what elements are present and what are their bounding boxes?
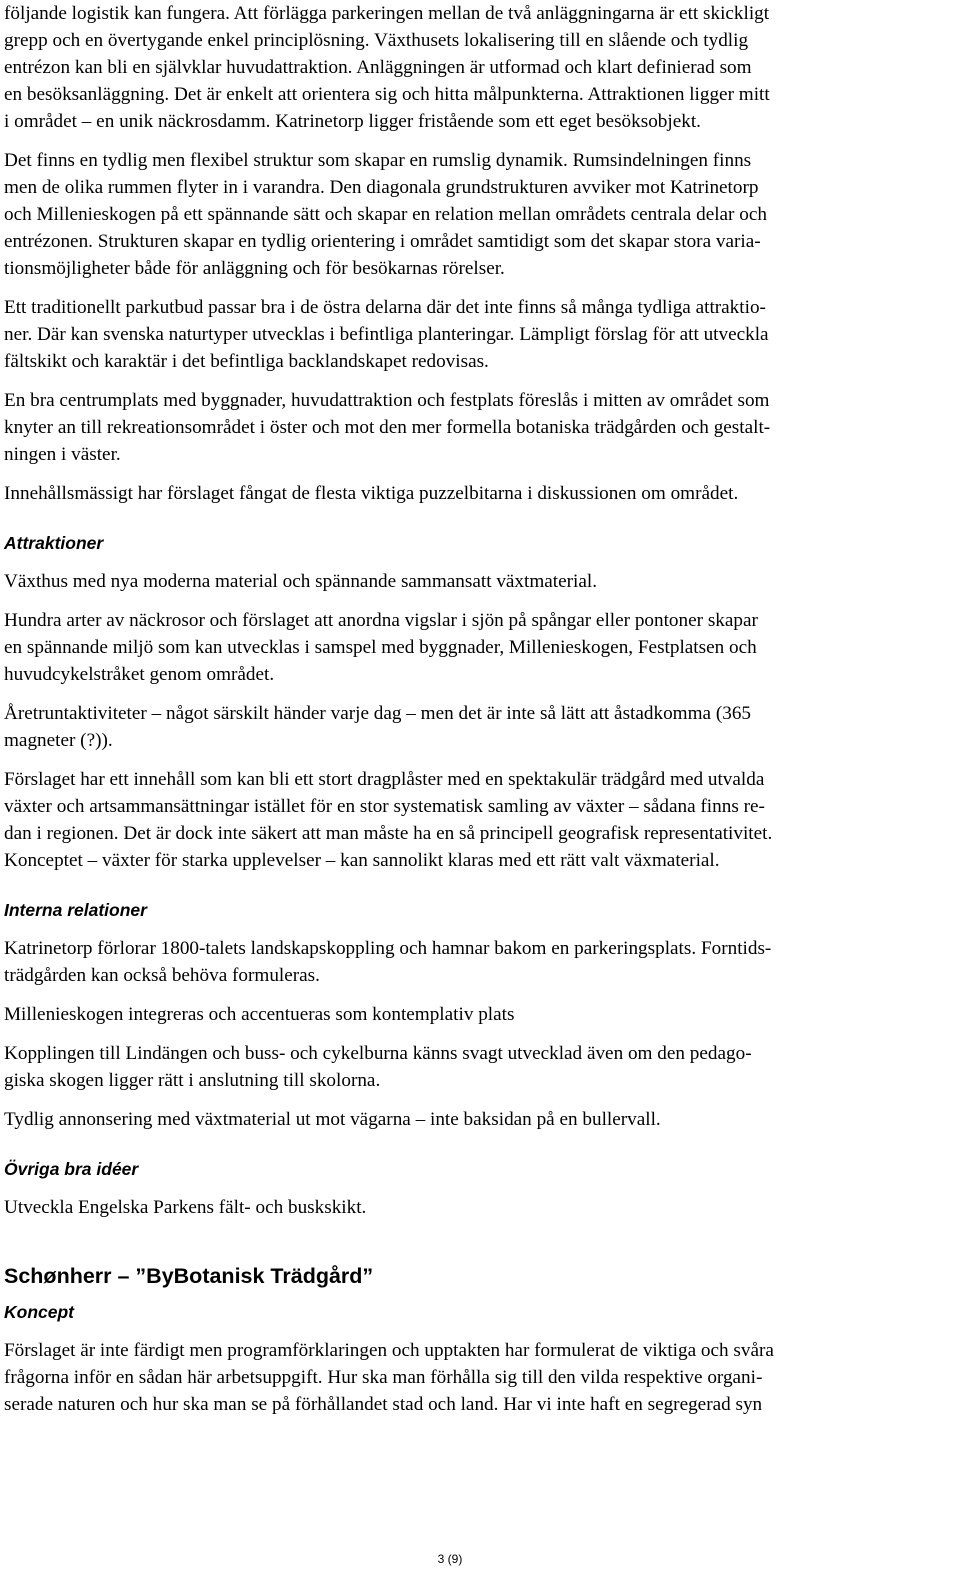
page-number: 3 (9) [437, 1552, 463, 1566]
text-line: serade naturen och hur ska man se på förhållandet stad och land. Har vi inte haft en segregerad syn [4, 1394, 763, 1415]
text-line: Hundra arter av näckrosor och förslaget att anordna vigslar i sjön på spångar eller pontoner skapar [4, 610, 758, 631]
text-line: entrézonen. Strukturen skapar en tydlig orientering i området samtidigt som det skapar stora varia- [4, 231, 761, 252]
text-line: i området – en unik näckrosdamm. Katrinetorp ligger fristående som ett eget besöksobjekt. [4, 111, 701, 132]
paragraph [4, 700, 954, 754]
text-line: huvudcykelstråket genom området. [4, 664, 275, 685]
text-line: och Millenieskogen på ett spännande sätt och skapar en relation mellan områdets centrala delar och [4, 204, 767, 225]
text-line: följande logistik kan fungera. Att förlägga parkeringen mellan de två anläggningarna är ett skickligt [4, 3, 770, 24]
paragraph [4, 935, 954, 989]
text-line: Växthus med nya moderna material och spännande sammansatt växtmaterial. [4, 571, 598, 592]
text-line: Förslaget är inte färdigt men programförklaringen och upptakten har formulerat de viktiga och svåra [4, 1340, 774, 1361]
paragraph [4, 1040, 954, 1094]
text-line: men de olika rummen flyter in i varandra. Den diagonala grundstrukturen avviker mot Katrinetorp [4, 177, 759, 198]
text-line: magneter (?)). [4, 730, 113, 751]
paragraph [4, 480, 954, 507]
text-line: Innehållsmässigt har förslaget fångat de flesta viktiga puzzelbitarna i diskussionen om området. [4, 483, 739, 504]
paragraph [4, 1106, 954, 1133]
text-line: ningen i väster. [4, 444, 121, 465]
paragraph [4, 0, 954, 135]
paragraph [4, 1194, 954, 1221]
proposal-title: Schønherr – ”ByBotanisk Trädgård” [4, 1264, 374, 1288]
text-line: Ett traditionellt parkutbud passar bra i de östra delarna där det inte finns så många tydliga attraktio- [4, 297, 766, 318]
text-line: giska skogen ligger rätt i anslutning till skolorna. [4, 1070, 381, 1091]
text-line: Förslaget har ett innehåll som kan bli ett stort dragplåster med en spektakulär trädgård med utvalda [4, 769, 765, 790]
text-line: en spännande miljö som kan utvecklas i samspel med byggnader, Millenieskogen, Festplatsen och [4, 637, 757, 658]
section-heading: Attraktioner [4, 533, 104, 553]
paragraph [4, 607, 954, 688]
text-line: grepp och en övertygande enkel principlösning. Växthusets lokalisering till en slående och tydlig [4, 30, 749, 51]
paragraph [4, 147, 954, 282]
text-line: fältskikt och karaktär i det befintliga backlandskapet redovisas. [4, 351, 489, 372]
text-line: entrézon kan bli en självklar huvudattraktion. Anläggningen är utformad och klart definierad som [4, 57, 752, 78]
section-heading: Interna relationer [4, 900, 147, 920]
text-line: Konceptet – växter för starka upplevelser – kan sannolikt klaras med ett rätt valt växmaterial. [4, 850, 720, 871]
text-line: dan i regionen. Det är dock inte säkert att man måste ha en så principell geografisk representativitet. [4, 823, 773, 844]
text-line: trädgården kan också behöva formuleras. [4, 965, 320, 986]
text-line: en besöksanläggning. Det är enkelt att orientera sig och hitta målpunkterna. Attraktionen ligger mitt [4, 84, 770, 105]
text-line: Katrinetorp förlorar 1800-talets landskapskoppling och hamnar bakom en parkeringsplats. Forntids- [4, 938, 772, 959]
paragraph [4, 568, 954, 595]
text-line: ner. Där kan svenska naturtyper utvecklas i befintliga planteringar. Lämpligt förslag för att utveckla [4, 324, 769, 345]
paragraph [4, 387, 954, 468]
section-heading: Koncept [4, 1302, 74, 1322]
paragraph [4, 294, 954, 375]
text-line: Åretruntaktiviteter – något särskilt händer varje dag – men det är inte så lätt att åstadkomma (365 [4, 703, 752, 724]
paragraph [4, 1001, 954, 1028]
text-line: Det finns en tydlig men flexibel struktur som skapar en rumslig dynamik. Rumsindelningen finns [4, 150, 752, 171]
text-line: tionsmöjligheter både för anläggning och för besökarnas rörelser. [4, 258, 505, 279]
paragraph [4, 1337, 954, 1418]
section-heading: Övriga bra idéer [4, 1159, 139, 1179]
text-line: En bra centrumplats med byggnader, huvudattraktion och festplats föreslås i mitten av området som [4, 390, 770, 411]
document-page [4, 0, 954, 1418]
text-line: frågorna inför en sådan här arbetsuppgift. Hur ska man förhålla sig till den vilda respektive organi- [4, 1367, 763, 1388]
paragraph [4, 766, 954, 874]
text-line: Tydlig annonsering med växtmaterial ut mot vägarna – inte baksidan på en bullervall. [4, 1109, 661, 1130]
text-line: växter och artsammansättningar istället för en stor systematisk samling av växter – sådana finns re- [4, 796, 765, 817]
text-line: Millenieskogen integreras och accentueras som kontemplativ plats [4, 1004, 515, 1025]
text-line: Kopplingen till Lindängen och buss- och cykelburna känns svagt utvecklad även om den pedago- [4, 1043, 752, 1064]
text-line: knyter an till rekreationsområdet i öster och mot den mer formella botaniska trädgården och gestalt- [4, 417, 771, 438]
text-line: Utveckla Engelska Parkens fält- och buskskikt. [4, 1197, 367, 1218]
